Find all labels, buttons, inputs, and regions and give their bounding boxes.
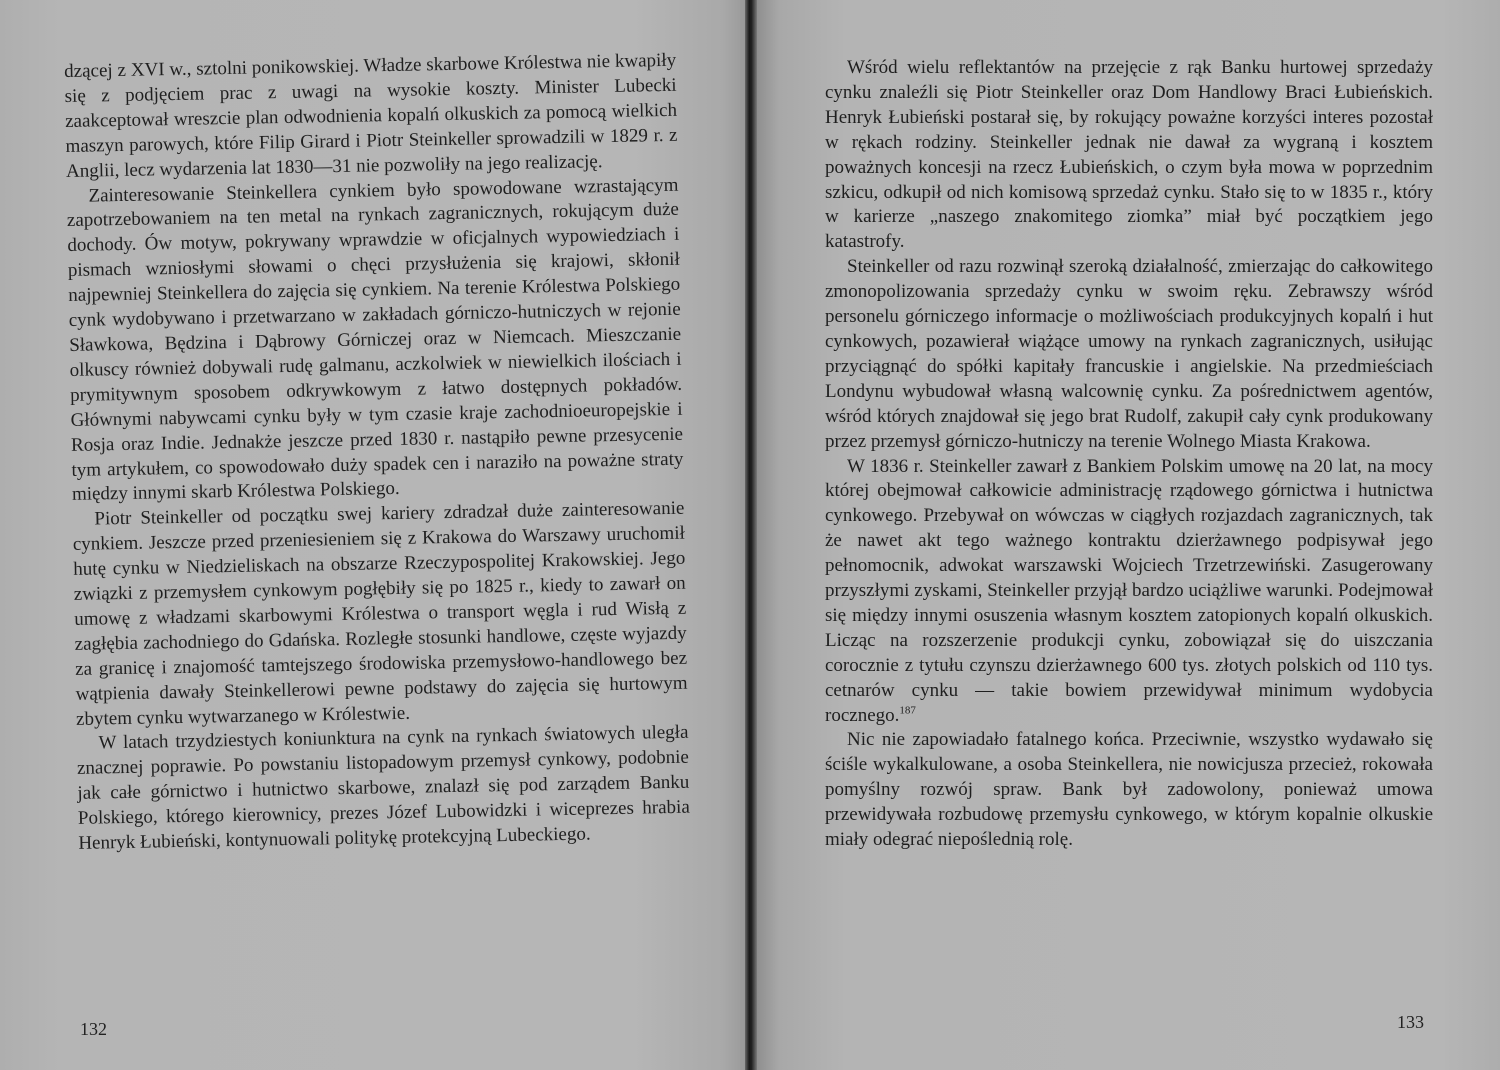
page-number: 132 — [80, 1019, 107, 1039]
book-gutter — [745, 0, 757, 1070]
paragraph — [825, 455, 1433, 729]
left-page-text — [64, 49, 691, 857]
footnote-reference: 187 — [899, 704, 916, 717]
left-page — [0, 0, 745, 1070]
paragraph: W latach trzydziestych koniunktura na cynk na rynkach światowych uległa znacznej poprawie. Po powstaniu listopadowym przemysł cynkowy, podobnie jak całe górnictwo i hutnictwo skarbowe, znalazł się pod zarządem Banku Polskiego, którego kierownicy, prezes Józef Lubowidzki i wiceprezes hrabia Henryk Łubieński, kontynuowali politykę protekcyjną Lubeckiego. — [76, 722, 690, 854]
paragraph: Piotr Steinkeller od początku swej kariery zdradzał duże zainteresowanie cynkiem. Jeszcze przed przeniesieniem się z Krakowa do Warszawy uruchomił hutę cynku w Niedzieliskach na obszarze Rzeczypospolitej Krakowskiej. Jego związki z przemysłem cynkowym pogłębiły się po 1825 r., kiedy to zawarł on umowę z władzami skarbowymi Królestwa o transport węgla i rud Wisłą z zagłębia zachodniego do Gdańska. Rozległe stosunki handlowe, częste wyjazdy za granicę i znajomość tamtejszego środowiska przemysłowo-handlowego bez wątpienia dawały Steinkellerowi pewne podstawy do zajęcia się hurtowym zbytem cynku wytwarzanego w Królestwie. — [72, 498, 688, 730]
paragraph — [825, 255, 1433, 454]
paragraph-text: W 1836 r. Steinkeller zawarł z Bankiem Polskim umowę na 20 lat, na mocy której obejmował całkowicie administrację rządowego górnictwa i hutnictwa cynkowego. Przebywał on wówczas w ciągłych rozjazdach zagranicznych, tak że nawet akt tego ważnego kontraktu dzierżawnego podpisywał jego pełnomocnik, adwokat warszawski Wojciech Trzetrzewiński. Zasugerowany przyszłymi zyskami, Steinkeller przyjął bardzo uciążliwe warunki. Podejmował się między innymi osuszenia własnym kosztem zatopionych kopalń olkuskich. Licząc na rozszerzenie produkcji cynku, zobowiązał się do uiszczania corocznie z tytułu czynszu dzierżawnego 600 tys. złotych polskich od 110 tys. cetnarów cynku — takie bowiem przewidywał minimum wydobycia rocznego. — [825, 455, 1433, 726]
right-page — [757, 0, 1500, 1070]
paragraph: Wśród wielu reflektantów na przejęcie z rąk Banku hurtowej sprzedaży cynku znaleźli się Piotr Steinkeller oraz Dom Handlowy Braci Łubieńskich. Henryk Łubieński postarał się, by rokujący poważne korzyści interes pozostał w rękach rodziny. Steinkeller jednak nie dawał za wygraną i kosztem poważnych koncesji na rzecz Łubieńskich, o czym była mowa w poprzednim szkicu, odkupił od nich komisową sprzedaż cynku. Stało się to w 1835 r., który w karierze „naszego znakomitego ziomka” miał być początkiem jego katastrofy. — [825, 57, 1433, 253]
page-number: 133 — [1397, 1012, 1424, 1032]
right-page-text — [825, 56, 1433, 853]
paragraph: Nic nie zapowiadało fatalnego końca. Przeciwnie, wszystko wydawało się ściśle wykalkulowane, a osoba Steinkellera, nie nowicjusza przecież, rokowała pomyślny rozwój spraw. Bank był zadowolony, ponieważ umowa przewidywała rozbudowę przemysłu cynkowego, w którym kopalnie olkuskie miały odegrać niepoślednią rolę. — [825, 729, 1433, 851]
paragraph: Zainteresowanie Steinkellera cynkiem było spowodowane wzrastającym zapotrzebowaniem na ten metal na rynkach zagranicznych, rokującym duże dochody. Ów motyw, pokrywany wprawdzie w oficjalnych wypowiedziach i pismach wzniosłymi słowami o chęci przysłużenia się krajowi, skłonił najpewniej Steinkellera do zajęcia się cynkiem. Na terenie Królestwa Polskiego cynk wydobywano i przetwarzano w zakładach górniczo-hutniczych w rejonie Sławkowa, Będzina i Dąbrowy Górniczej oraz w Niemcach. Mieszczanie olkuscy również dobywali rudę galmanu, aczkolwiek w niewielkich ilościach i prymitywnym sposobem odkrywkowym z łatwo dostępnych pokładów. Głównymi nabywcami cynku były w tym czasie kraje zachodnioeuropejskie i Rosja oraz Indie. Jednakże jeszcze przed 1830 r. nastąpiło pewne przesycenie tym artykułem, co spowodowało duży spadek cen i naraziło na poważne straty między innymi skarb Królestwa Polskiego. — [66, 174, 684, 506]
paragraph: dzącej z XVI w., sztolni ponikowskiej. Władze skarbowe Królestwa nie kwapiły się z podjęciem prac z uwagi na wysokie koszty. Minister Lubecki zaakceptował wreszcie plan odwodnienia kopalń olkuskich za pomocą wielkich maszyn parowych, które Filip Girard i Piotr Steinkeller sprowadzili w 1829 r. z Anglii, lecz wydarzenia lat 1830—31 nie pozwoliły na jego realizację. — [64, 49, 678, 182]
paragraph-text: Steinkeller od razu rozwinął szeroką działalność, zmierzając do całkowitego zmonopolizowania sprzedaży cynku w swoim ręku. Zebrawszy wśród personelu górniczego informacje o możliwościach produkcyjnych kopalń i hut cynkowych, pozawierał wiążące umowy na rynkach zagranicznych, usiłując przyciągnąć do spółki kapitały francuskie i angielskie. Na przedmieściach Londynu wybudował własną walcownię cynku. Za pośrednictwem agentów, wśród których znajdował się jego brat Rudolf, zakupił cały cynk produkowany przez przemysł górniczo-hutniczy na terenie Wolnego Miasta Krakowa. — [825, 256, 1433, 452]
